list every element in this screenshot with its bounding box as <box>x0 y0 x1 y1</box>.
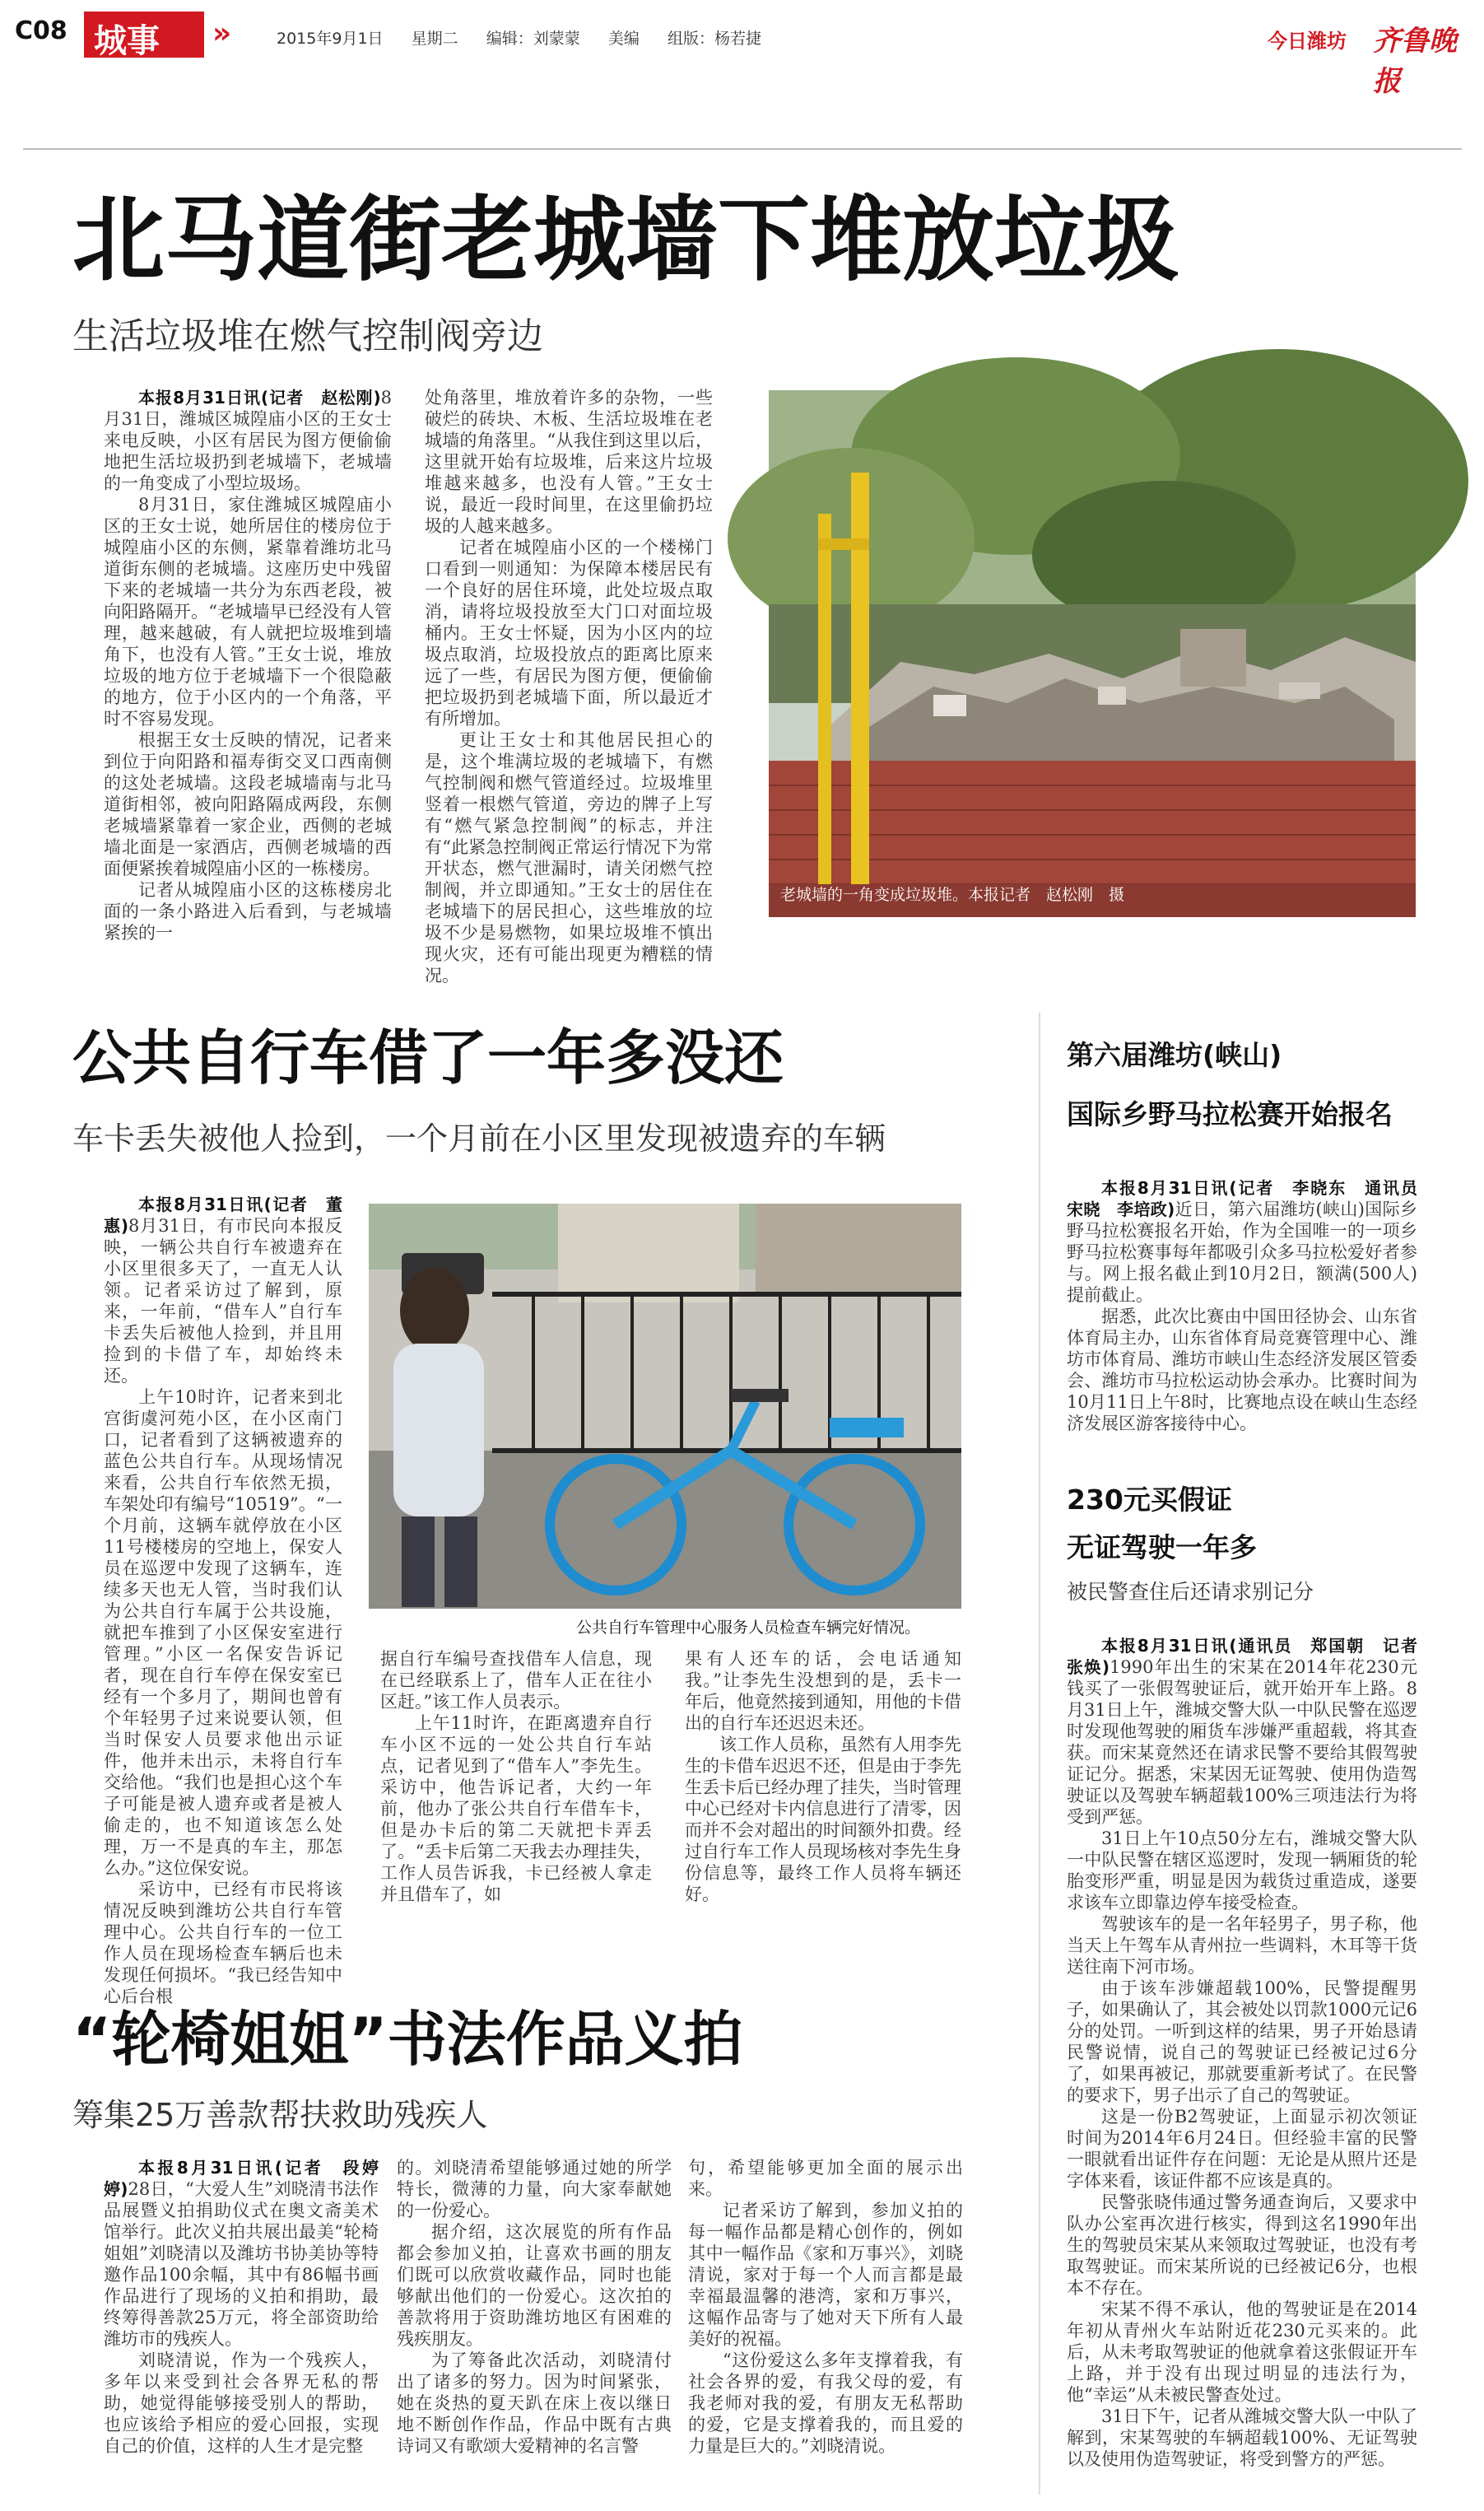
side2-title-line2: 无证驾驶一年多 <box>1067 1531 1257 1563</box>
story1-photo <box>769 390 1416 917</box>
side1-lead: 本报8月31日讯(记者 李晓东 通讯员 宋晓 李培政) <box>1067 1178 1434 1219</box>
story1-photo-caption: 老城墙的一角变成垃圾堆。本报记者 赵松刚 摄 <box>780 886 1125 904</box>
story3-p1: 28日，“大爱人生”刘晓清书法作品展暨义拍捐助仪式在奥文斋美术馆举行。此次义拍共展出最美“轮椅姐姐”刘晓清以及潍坊书协美协等特邀作品100余幅，其中有86幅书画作品进行了现场的义拍和捐助，最终筹得善款25万元，将全部资助给潍坊市的残疾人。 <box>104 2179 379 2349</box>
story3-lead: 本报8月31日讯(记者 段婷婷) <box>104 2158 379 2199</box>
page-number: C08 <box>15 16 67 45</box>
side2-p1: 1990年出生的宋某在2014年花230元钱买了一张假驾驶证后，就开始开车上路。8月31日上午，潍城交警大队一中队民警在巡逻时发现他驾驶的厢货车涉嫌严重超载，将其查获。而宋某竟然还在请求民警不要给其假驾驶证记分。据悉，宋某因无证驾驶、使用伪造驾驶证以及驾驶车辆超载100%三项违法行为将受到严惩。 <box>1067 1657 1418 1827</box>
issue-weekday: 星期二 <box>411 30 458 48</box>
story3-p8: “这份爱这么多年支撑着我，有社会各界的爱，有我父母的爱，有我老师对我的爱，有朋友无私帮助的爱，它是支撑着我的，而且爱的力量是巨大的。”刘晓清说。 <box>688 2350 963 2456</box>
story2-p2: 上午10时许，记者来到北宫街虞河苑小区，在小区南门口，记者看到了这辆被遗弃的蓝色公共自行车。从现场情况来看，公共自行车依然无损，车架处印有编号“10519”。“一个月前，这辆车就停放在小区11号楼楼房的空地上，保安人员在巡逻中发现了这辆车，连续多天也无人管，当时我们认为公共自行车属于公共设施，就把车推到了小区保安室进行管理。”小区一名保安告诉记者，现在自行车停在保安室已经有一个多月了，期间也曾有个年轻男子过来说要认领，但当时保安人员要求他出示证件，他并未出示，未将自行车交给他。“我们也是担心这个车子可能是被人遗弃或者是被人偷走的，也不知道该怎么处理，万一不是真的车主，那怎么办。”这位保安说。 <box>104 1387 342 1878</box>
side2-subtitle: 被民警查住后还请求别记分 <box>1067 1580 1314 1604</box>
story2-col1 <box>104 1194 342 2006</box>
story2-lead: 本报8月31日讯(记者 董惠) <box>104 1195 342 1236</box>
story2-subtitle: 车卡丢失被他人捡到，一个月前在小区里发现被遗弃的车辆 <box>72 1120 886 1157</box>
story2-p4: 据自行车编号查找借车人信息，现在已经联系上了，借车人正在往小区赶。”该工作人员表示。 <box>380 1649 652 1712</box>
side1-body <box>1067 1177 1434 1465</box>
double-chevron-icon: » <box>212 16 232 50</box>
side2-p7: 宋某不得不承认，他的驾驶证是在2014年初从青州火车站附近花230元买来的。此后，从未考取驾驶证的他就拿着这张假证开车上路，并于没有出现过明显的违法行为，他“幸运”从未被民警查处过。 <box>1067 2299 1417 2405</box>
side2-p2: 31日上午10点50分左右，潍城交警大队一中队民警在辖区巡逻时，发现一辆厢货的轮胎变形严重，明显是因为载货过重造成，遂要求该车立即靠边停车接受检查。 <box>1067 1829 1417 1912</box>
section-label: 城事 <box>94 22 160 60</box>
proof-credit: 组版：杨若捷 <box>667 30 761 48</box>
story3-col2 <box>397 2157 672 2503</box>
story3-col3 <box>688 2157 963 2503</box>
story1-lead: 本报8月31日讯(记者 赵松刚) <box>138 388 381 408</box>
side2-title-line1: 230元买假证 <box>1067 1484 1232 1516</box>
side1-title-line2: 国际乡野马拉松赛开始报名 <box>1067 1098 1393 1130</box>
story3-p4: 据介绍，这次展览的所有作品都会参加义拍，让喜欢书画的朋友们既可以欣赏收藏作品，同时也能够献出他们的一份爱心。这次拍的善款将用于资助潍坊地区有困难的残疾朋友。 <box>397 2222 672 2349</box>
side2-body <box>1067 1635 1434 2499</box>
story3-subtitle: 筹集25万善款帮扶救助残疾人 <box>72 2097 488 2133</box>
side1-p1: 近日，第六届潍坊(峡山)国际乡野马拉松赛报名开始，作为全国唯一的一项乡野马拉松赛事每年都吸引众多马拉松爱好者参与。网上报名截止到10月2日，额满(500人)提前截止。 <box>1067 1200 1418 1305</box>
side1-title-line1: 第六届潍坊(峡山) <box>1067 1039 1282 1071</box>
column-name: 今日潍坊 <box>1268 30 1347 53</box>
story2-headline: 公共自行车借了一年多没还 <box>72 1023 784 1092</box>
story3-headline: “轮椅姐姐”书法作品义拍 <box>72 2005 743 2074</box>
story2-p6: 果有人还车的话，会电话通知我。”让李先生没想到的是，丢卡一年后，他竟然接到通知，用他的卡借出的自行车还迟迟未还。 <box>685 1649 961 1733</box>
side2-p6: 民警张晓伟通过警务通查询后，又要求中队办公室再次进行核实，得到这名1990年出生的驾驶员宋某从来领取过驾驶证，也没有考取驾驶证。而宋某所说的已经被记6分，也根本不存在。 <box>1067 2192 1417 2298</box>
story3-p2: 刘晓清说，作为一个残疾人，多年以来受到社会各界无私的帮助，她觉得能够接受别人的帮助，也应该给予相应的爱心回报，实现自己的价值，这样的人生才是完整 <box>104 2350 379 2456</box>
bike-check-image <box>369 1204 961 1609</box>
side2-lead: 本报8月31日讯(通讯员 郑国朝 记者 张焕) <box>1067 1636 1434 1677</box>
story1-p3: 根据王女士反映的情况，记者来到位于向阳路和福寿街交叉口西南侧的这处老城墙。这段老城墙南与北马道街相邻，被向阳路隔成两段，东侧老城墙紧靠着一家企业，西侧的老城墙北面是一家酒店，西侧老城墙的西面便紧挨着城隍庙小区的一栋楼房。 <box>104 730 392 878</box>
story2-photo <box>369 1204 961 1609</box>
story1-headline: 北马道街老城墙下堆放垃圾 <box>72 187 1179 294</box>
story2-p3: 采访中，已经有市民将该情况反映到潍坊公共自行车管理中心。公共自行车的一位工作人员在现场检查车辆后也未发现任何损坏。“我已经告知中心后台根 <box>104 1880 342 2006</box>
page-header <box>0 0 1484 98</box>
story2-col3 <box>685 1648 961 1920</box>
editor-credit: 编辑：刘蒙蒙 <box>486 30 580 48</box>
story2-p5: 上午11时许，在距离遗弃自行车小区不远的一处公共自行车站点，记者见到了“借车人”李先生。采访中，他告诉记者，大约一年前，他办了张公共自行车借车卡，但是办卡后的第二天就把卡弄丢了。“丢卡后第二天我去办理挂失，工作人员告诉我，卡已经被人拿走并且借车了，如 <box>380 1713 652 1904</box>
story1-p5: 处角落里，堆放着许多的杂物，一些破烂的砖块、木板、生活垃圾堆在老城墙的角落里。“从我住到这里以后，这里就开始有垃圾堆，后来这片垃圾堆越来越多，也没有人管。”王女士说，最近一段时间里，在这里偷扔垃圾的人越来越多。 <box>425 388 713 536</box>
story3-p3: 的。刘晓清希望能够通过她的所学特长，微薄的力量，向大家奉献她的一份爱心。 <box>397 2158 672 2220</box>
story1-p7: 更让王女士和其他居民担心的是，这个堆满垃圾的老城墙下，有燃气控制阀和燃气管道经过。垃圾堆里竖着一根燃气管道，旁边的牌子上写有“燃气紧急控制阀”的标志，并注有“此紧急控制阀正常运行情况下为常开状态，燃气泄漏时，请关闭燃气控制阀，并立即通知。”王女士的居住在老城墙下的居民担心，这些堆放的垃圾不少是易燃物，如果垃圾堆不慎出现火灾，还有可能出现更为糟糕的情况。 <box>425 730 713 985</box>
story1-col2 <box>425 387 713 985</box>
side2-p4: 由于该车涉嫌超载100%，民警提醒男子，如果确认了，其会被处以罚款1000元记6分的处罚。一听到这样的结果，男子开始恳请民警说情，说自己的驾驶证已经被记过6分了，如果再被记，那就要重新考试了。在民警的要求下，男子出示了自己的驾驶证。 <box>1067 1978 1417 2105</box>
side1-p2: 据悉，此次比赛由中国田径协会、山东省体育局主办，山东省体育局竞赛管理中心、潍坊市体育局、潍坊市峡山生态经济发展区管委会、潍坊市马拉松运动协会承办。比赛时间为10月11日上午8时，比赛地点设在峡山生态经济发展区游客接待中心。 <box>1067 1307 1417 1433</box>
side2-p8: 31日下午，记者从潍城交警大队一中队了解到，宋某驾驶的车辆超载100%、无证驾驶以及使用伪造驾驶证，将受到警方的严惩。 <box>1067 2406 1417 2469</box>
story1-col1 <box>104 387 392 943</box>
issue-date: 2015年9月1日 <box>277 30 384 48</box>
header-rule <box>23 148 1462 150</box>
story1-p6: 记者在城隍庙小区的一个楼梯门口看到一则通知：为保障本楼居民有一个良好的居住环境，此处垃圾点取消，请将垃圾投放至大门口对面垃圾桶内。王女士怀疑，因为小区内的垃圾点取消，垃圾投放点的距离比原来远了一些，有居民为图方便，便偷偷把垃圾扔到老城墙下面，所以最近才有所增加。 <box>425 538 713 729</box>
story3-col1 <box>104 2157 379 2503</box>
story1-p2: 8月31日，家住潍城区城隍庙小区的王女士说，她所居住的楼房位于城隍庙小区的东侧，紧靠着潍坊北马道街东侧的老城墙。这座历史中残留下来的老城墙一共分为东西老段，被向阳路隔开。“老城墙早已经没有人管理，越来越破，有人就把垃圾堆到墙角下，也没有人管。”王女士说，堆放垃圾的地方位于老城墙下一个很隐蔽的地方，位于小区内的一个角落，平时不容易发现。 <box>104 495 392 729</box>
story2-p7: 该工作人员称，虽然有人用李先生的卡借车迟迟不还，但是由于李先生丢卡后已经办理了挂失，当时管理中心已经对卡内信息进行了清零，因而并不会对超出的时间额外扣费。经过自行车工作人员现场核对李先生身份信息等，最终工作人员将车辆还好。 <box>685 1735 961 1904</box>
story3-p6: 句，希望能够更加全面的展示出来。 <box>688 2158 963 2199</box>
side2-p5: 这是一份B2驾驶证，上面显示初次领证时间为2014年6月24日。但经验丰富的民警一眼就看出证件存在问题：无论是从照片还是字体来看，该证件都不应该是真的。 <box>1067 2107 1417 2191</box>
garbage-wall-image <box>769 390 1416 917</box>
story1-p4: 记者从城隍庙小区的这栋楼房北面的一条小路进入后看到，与老城墙紧挨的一 <box>104 880 392 943</box>
story1-p1: 8月31日，潍城区城隍庙小区的王女士来电反映，小区有居民为图方便偷偷地把生活垃圾扔到老城墙下，老城墙的一角变成了小型垃圾场。 <box>104 388 392 493</box>
story3-p5: 为了筹备此次活动，刘晓清付出了诸多的努力。因为时间紧张，她在炎热的夏天趴在床上夜以继日地不断创作作品，作品中既有古典诗词又有歌颂大爱精神的名言警 <box>397 2350 672 2456</box>
story2-p1: 8月31日，有市民向本报反映，一辆公共自行车被遗弃在小区里很多天了，一直无人认领。记者采访过了解到，原来，一年前，“借车人”自行车卡丢失后被他人捡到，并且用捡到的卡借了车，却始终未还。 <box>104 1216 342 1386</box>
newspaper-logo: 齐鲁晚报 <box>1373 25 1457 98</box>
designer-credit: 美编 <box>607 30 640 48</box>
story1-subtitle: 生活垃圾堆在燃气控制阀旁边 <box>72 315 543 357</box>
story2-photo-caption: 公共自行车管理中心服务人员检查车辆完好情况。 <box>576 1619 921 1637</box>
story2-col2 <box>380 1648 652 1920</box>
section-tag <box>84 12 254 58</box>
sidebar-divider <box>1039 1013 1040 2495</box>
side2-p3: 驾驶该车的是一名年轻男子，男子称，他当天上午驾车从青州拉一些调料，木耳等干货送往南下河市场。 <box>1067 1914 1417 1977</box>
story3-p7: 记者采访了解到，参加义拍的每一幅作品都是精心创作的，例如其中一幅作品《家和万事兴》，刘晓清说，家对于每一个人而言都是最幸福最温馨的港湾，家和万事兴，这幅作品寄与了她对天下所有人最美好的祝福。 <box>688 2201 963 2349</box>
